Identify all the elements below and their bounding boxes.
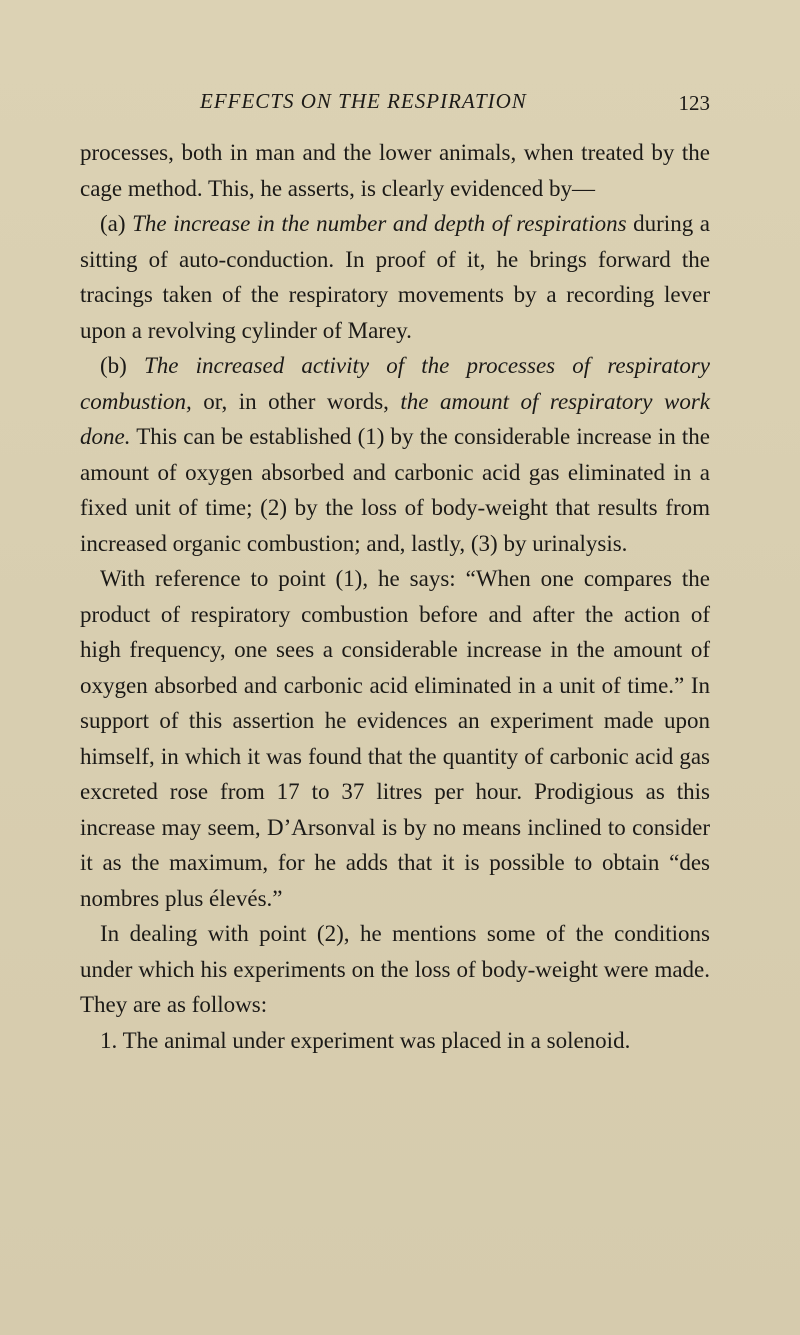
list-item-1-text: 1. The animal under experiment was placed in a solenoid. — [100, 1027, 631, 1053]
paragraph-point-1 — [80, 561, 710, 916]
paragraph-b-text: This can be established (1) by the considerable increase in the amount of oxygen absorbed and carbonic acid gas eliminated in a fixed unit of time; (2) by the loss of body-weight that results from increased organic combustion; and, lastly, (3) by urinalysis. — [80, 424, 710, 556]
paragraph-b-label: (b) — [100, 353, 144, 378]
paragraph-1 — [80, 135, 710, 206]
paragraph-1-text: processes, both in man and the lower animals, when treated by the cage method. This, he asserts, is clearly evidenced by— — [80, 140, 710, 201]
paragraph-b-mid: or, in other words, — [191, 388, 401, 414]
paragraph-a-italic: The increase in the number and depth of respirations — [132, 211, 627, 236]
paragraph-b-italic: The increased activity of the processes of respiratory combustion, — [80, 353, 710, 414]
running-head: EFFECTS ON THE RESPIRATION — [200, 89, 527, 113]
paragraph-point-2-text: In dealing with point (2), he mentions some of the conditions under which his experiments on the loss of body-weight were made. They are as follows: — [80, 921, 710, 1017]
page-number: 123 — [678, 91, 710, 115]
paragraph-a — [80, 206, 710, 348]
page-header — [80, 89, 710, 121]
paragraph-point-1-text: With reference to point (1), he says: “When one compares the product of respiratory combustion before and after the action of high frequency, one sees a considerable increase in the amount of oxygen absorbed and carbonic acid eliminated in a unit of time.” In support of this assertion he evidences an experiment made upon himself, in which it was found that the quantity of carbonic acid gas excreted rose from 17 to 37 litres per hour. Prodigious as this increase may seem, D’Arsonval is by no means inclined to consider it as the maximum, for he adds that it is possible to obtain “des nombres plus élevés.” — [80, 566, 710, 911]
paragraph-b-italic-2: the amount of respiratory work done. — [80, 388, 710, 449]
paragraph-point-2 — [80, 916, 710, 1023]
list-item-1 — [80, 1023, 710, 1059]
paragraph-a-label: (a) — [100, 211, 133, 236]
paragraph-b — [80, 348, 710, 561]
paragraph-a-text: during a sitting of auto-conduction. In proof of it, he brings forward the tracings taken of the respiratory movements by a recording lever upon a revolving cylinder of Marey. — [80, 211, 710, 343]
body-text — [80, 135, 710, 1058]
